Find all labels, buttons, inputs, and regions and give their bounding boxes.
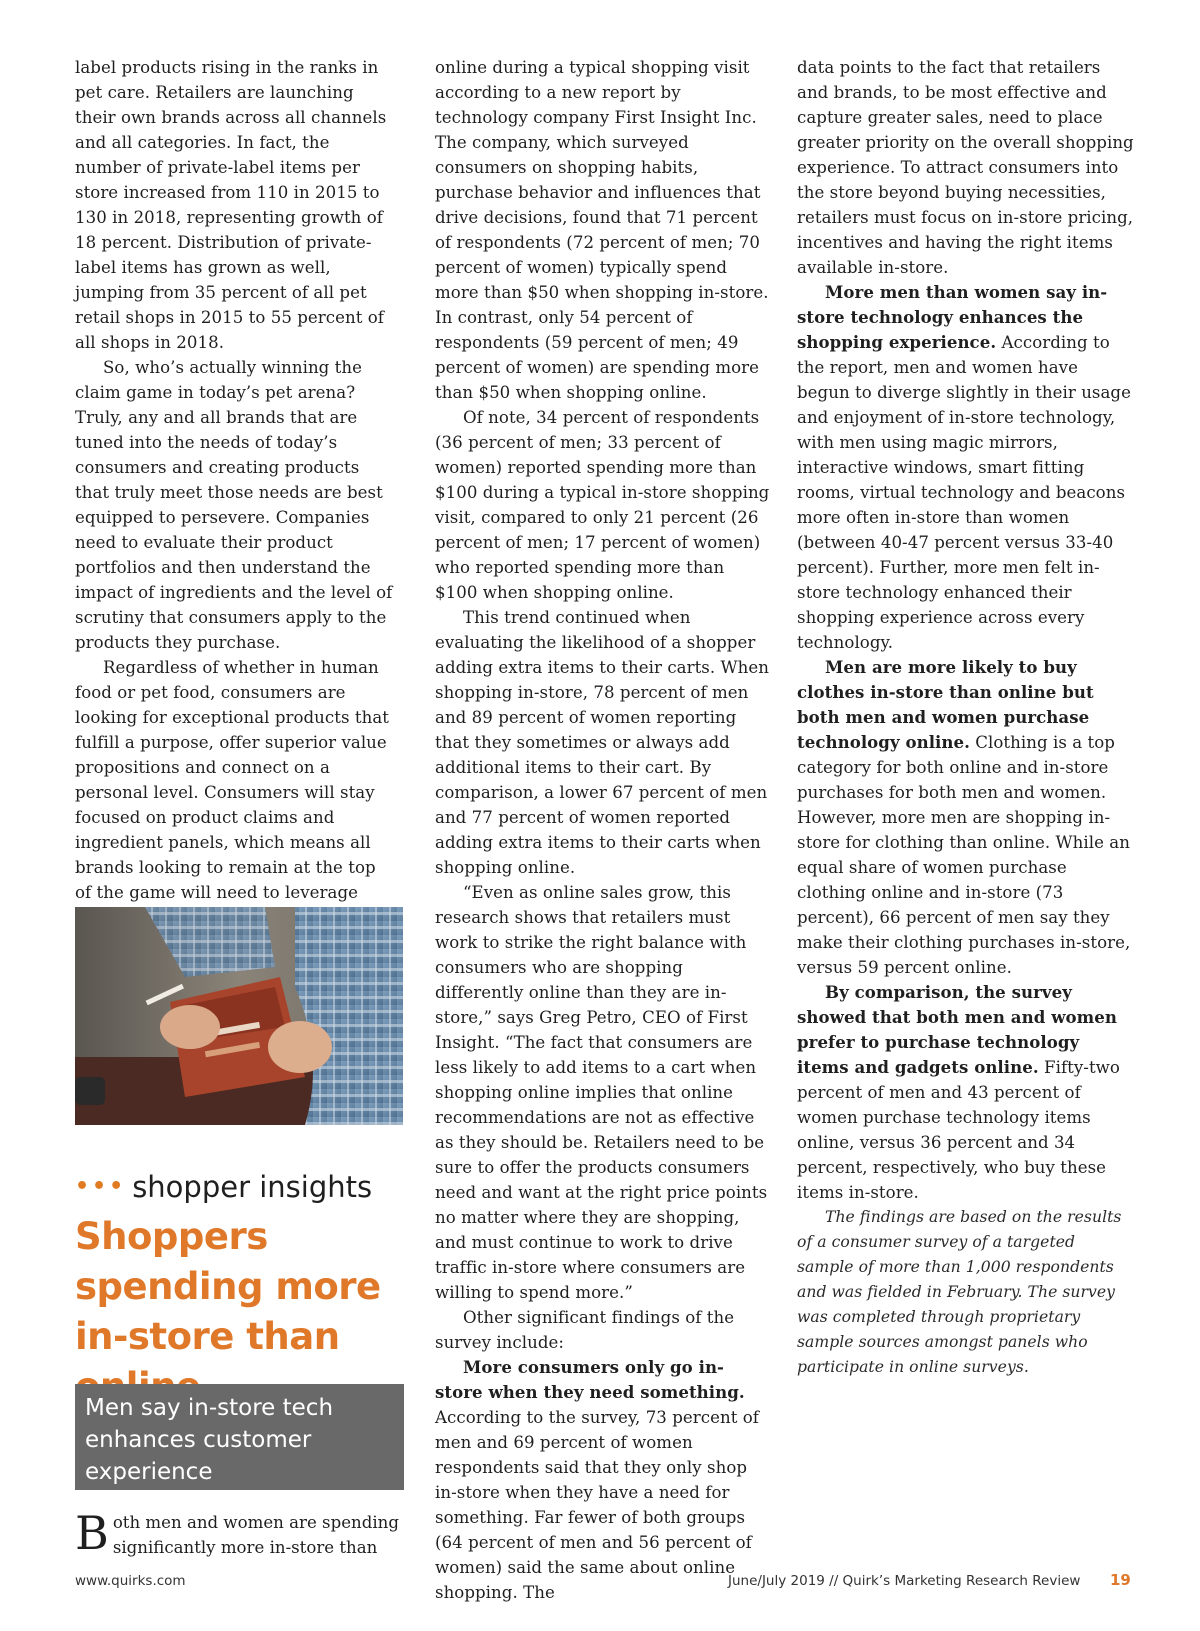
paragraph-text: According to the survey, 73 percent of men and 69 percent of women respondents said that they only shop in-store when they have a need for something. Far fewer of both groups (64 percent of men and 56 percent of women) said the same about online shopping. The (435, 1408, 759, 1602)
paragraph: “Even as online sales grow, this research shows that retailers must work to strike the right balance with consumers who are shopping differently online than they are in-store,” says Greg Petro, CEO of First Insight. “The fact that consumers are less likely to add items to a cart when shopping online implies that online recommendations are not as effective as they should be. Retailers need to be sure to offer the products consumers need and want at the right price points no matter where they are shopping, and must continue to work to drive traffic in-store where consumers are willing to spend more.” (435, 883, 768, 1302)
column-2 (435, 55, 771, 1605)
paragraph-text: Clothing is a top category for both online and in-store purchases for both men and women. However, more men are shopping in-store for clothing than online. While an equal share of women purchase clothing online and in-store (73 percent), 66 percent of men say they make their clothing purchases in-store, versus 59 percent online. (797, 733, 1131, 977)
column-3 (797, 55, 1135, 1380)
intro-text: oth men and women are spending significantly more in-store than (112, 1513, 399, 1557)
paragraph: online during a typical shopping visit according to a new report by technology company First Insight Inc. The company, which surveyed consumers on shopping habits, purchase behavior and influences that drive decisions, found that 71 percent of respondents (72 percent of men; 70 percent of women) typically spend more than $50 when shopping in-store. In contrast, only 54 percent of respondents (59 percent of men; 49 percent of women) are spending more than $50 when shopping online. (435, 58, 769, 402)
paragraph: This trend continued when evaluating the likelihood of a shopper adding extra items to their carts. When shopping in-store, 78 percent of men and 89 percent of women reporting that they sometimes or always add additional items to their cart. By comparison, a lower 67 percent of men and 77 percent of women reported adding extra items to their carts when shopping online. (435, 608, 769, 877)
footer-url[interactable]: www.quirks.com (75, 1573, 186, 1589)
article-intro (75, 1506, 411, 1560)
paragraph: Regardless of whether in human food or pet food, consumers are looking for exceptional products that fulfill a purpose, offer superior value propositions and connect on a personal level. Consumers will stay focused on product claims and ingredient panels, which means all brands looking to remain at the top of the game will need to leverage (75, 658, 389, 902)
page-number: 19 (1110, 1571, 1131, 1589)
kicker-dots: ••• (75, 1174, 127, 1199)
paragraph: data points to the fact that retailers and brands, to be most effective and capture greater sales, need to place greater priority on the overall shopping experience. To attract consumers into the store beyond buying necessities, retailers must focus on in-store pricing, incentives and having the right items available in-store. (797, 58, 1134, 277)
paragraph (435, 1355, 771, 1605)
lead-in: By comparison, the survey showed that both men and women prefer to purchase technology items and gadgets online. (797, 982, 1117, 1077)
lead-in: More consumers only go in-store when they need something. (435, 1357, 745, 1402)
paragraph-text: According to the report, men and women have begun to diverge slightly in their usage and enjoyment of in-store technology, with men using magic mirrors, interactive windows, smart fitting rooms, virtual technology and beacons more often in-store than women (between 40-47 percent versus 33-40 percent). Further, more men felt in-store technology enhanced their shopping experience across every technology. (797, 333, 1131, 652)
paragraph: label products rising in the ranks in pet care. Retailers are launching their own brands across all channels and all categories. In fact, the number of private-label items per store increased from 110 in 2015 to 130 in 2018, representing growth of 18 percent. Distribution of private-label items has grown as well, jumping from 35 percent of all pet retail shops in 2015 to 55 percent of all shops in 2018. (75, 58, 387, 352)
footer-issue: June/July 2019 // Quirk’s Marketing Research Review (728, 1573, 1081, 1589)
paragraph (797, 980, 1135, 1205)
paragraph: Other significant findings of the survey include: (435, 1308, 735, 1352)
lead-in: More men than women say in-store technology enhances the shopping experience. (797, 282, 1108, 352)
paragraph (797, 280, 1135, 655)
section-kicker (75, 1170, 372, 1204)
lead-in: Men are more likely to buy clothes in-store than online but both men and women purchase technology online. (797, 657, 1094, 752)
methodology-note: The findings are based on the results of a consumer survey of a targeted sample of more than 1,000 respondents and was fielded in February. The survey was completed through proprietary sample sources amongst panels who participate in online surveys. (797, 1208, 1122, 1376)
paragraph-text: Fifty-two percent of men and 43 percent of women purchase technology items online, versus 36 percent and 34 percent, respectively, who buy these items in-store. (797, 1058, 1120, 1202)
column-1 (75, 55, 397, 955)
wallet-photo (75, 907, 403, 1125)
article-subhead: Men say in-store tech enhances customer experience (75, 1384, 404, 1490)
paragraph: Of note, 34 percent of respondents (36 percent of men; 33 percent of women) reported spending more than $100 during a typical in-store shopping visit, compared to only 21 percent (26 percent of men; 17 percent of women) who reported spending more than $100 when shopping online. (435, 408, 770, 602)
paragraph (797, 655, 1135, 980)
paragraph: So, who’s actually winning the claim game in today’s pet arena? Truly, any and all brands that are tuned into the needs of today’s consumers and creating products that truly meet those needs are best equipped to persevere. Companies need to evaluate their product portfolios and then understand the impact of ingredients and the level of scrutiny that consumers apply to the products they purchase. (75, 358, 393, 652)
kicker-label: shopper insights (132, 1170, 373, 1204)
drop-cap: B (75, 1506, 109, 1560)
article-headline: Shoppers spending more in-store than (75, 1215, 381, 1358)
